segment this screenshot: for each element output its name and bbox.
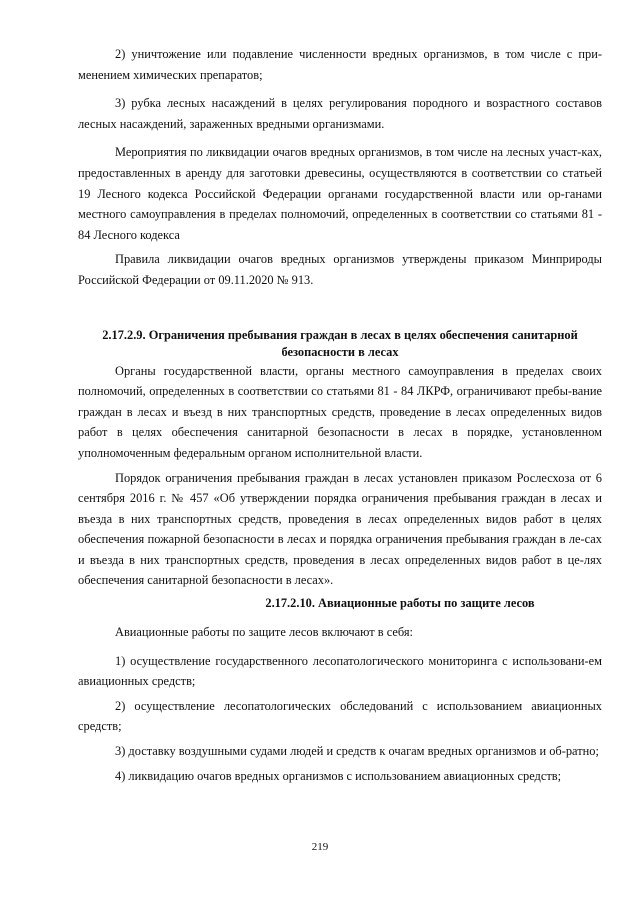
paragraph: 3) рубка лесных насаждений в целях регулирования породного и возрастного составов лесных насаждений, зараженных вредными организмами. <box>78 96 602 131</box>
paragraph: 3) доставку воздушными судами людей и средств к очагам вредных организмов и об-ратно; <box>115 744 599 759</box>
paragraph: 2) осуществление лесопатологических обследований с использованием авиационных средств; <box>78 698 602 734</box>
paragraph: Авиационные работы по защите лесов включают в себя: <box>115 625 413 640</box>
section-heading: 2.17.2.10. Авиационные работы по защите лесов <box>265 596 535 611</box>
paragraph: 2) уничтожение или подавление численности вредных организмов, в том числе с при-менением химических препаратов; <box>78 47 602 82</box>
section-heading: 2.17.2.9. Ограничения пребывания граждан в лесах в целях обеспечения санитарной безопасности в лесах <box>102 327 578 359</box>
paragraph: 1) осуществление государственного лесопатологического мониторинга с использовани-ем авиационных средств; <box>78 653 602 689</box>
paragraph: Органы государственной власти, органы местного самоуправления в пределах своих полномочий, определенных в соответствии со статьями 81 - 84 ЛКРФ, ограничивают пребы-вание граждан в лесах и въезд в них транспортных средств, проведение в лесах определенных видов работ в целях обеспечения санитарной безопасности в лесах в порядке, установленном уполномоченным федеральным органом исполнительной власти. <box>78 363 602 460</box>
paragraph: 4) ликвидацию очагов вредных организмов с использованием авиационных средств; <box>115 768 562 783</box>
paragraph: Правила ликвидации очагов вредных организмов утверждены приказом Минприроды Российской Федерации от 09.11.2020 № 913. <box>78 252 602 287</box>
page-number: 219 <box>311 841 329 853</box>
paragraph: Мероприятия по ликвидации очагов вредных организмов, в том числе на лесных участ-ках, предоставленных в аренду для заготовки древесины, осуществляются в соответствии со статьей 19 Лесного кодекса Российской Федерации органами государственной власти или ор-ганами местного самоуправления в пределах полномочий, определенных в соответствии со статьями 81 - 84 Лесного кодекса <box>78 145 602 242</box>
body-text <box>78 44 602 790</box>
paragraph: Порядок ограничения пребывания граждан в лесах установлен приказом Рослесхоза от 6 сентября 2016 г. № 457 «Об утверждении порядка ограничения пребывания граждан в лесах и въезда в них транспортных средств, проведения в лесах определенных видов работ в целях обеспечения пожарной безопасности в лесах и порядка ограничения пребывания граждан в ле-сах и въезда в них транспортных средств, проведения в лесах определенных видов работ в це-лях обеспечения санитарной безопасности в лесах». <box>78 470 602 588</box>
